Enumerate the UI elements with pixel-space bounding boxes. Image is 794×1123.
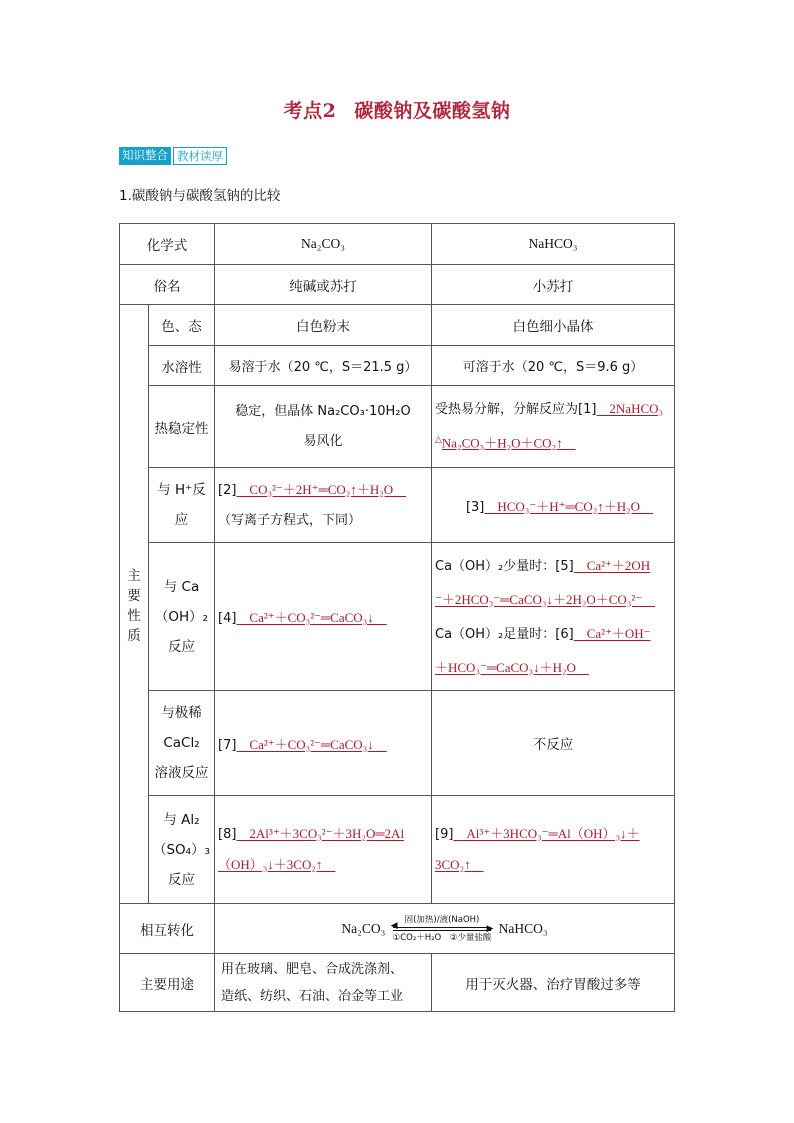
- solubility-nahco3: 可溶于水（20 ℃，S＝9.6 g）: [432, 346, 675, 386]
- section-subheading: 1.碳酸钠与碳酸氢钠的比较: [119, 188, 281, 204]
- answer-8-part1: 2Al³⁺＋3CO₃²⁻＋3H₂O═2Al: [236, 825, 405, 841]
- title-part2: 碳酸钠及碳酸氢钠: [354, 100, 511, 122]
- color-state-na2co3: 白色粉末: [215, 305, 432, 346]
- al-reaction-na2co3: [215, 796, 432, 904]
- label-caoh-line2: （OH）₂: [154, 608, 209, 625]
- label-color-state: 色、态: [149, 305, 215, 346]
- stability-na2co3: [215, 386, 432, 468]
- answer-7-number: [7]: [218, 737, 237, 753]
- label-al-reaction: [149, 796, 215, 904]
- title-part1: 考点2: [283, 100, 337, 122]
- answer-8-number: [8]: [218, 826, 237, 842]
- answer-5-part1: Ca²⁺＋2OH: [573, 557, 651, 573]
- solubility-na2co3: 易溶于水（20 ℃，S＝21.5 g）: [215, 346, 432, 386]
- row-cacl2-reaction: [120, 691, 675, 796]
- answer-9-part1: Al³⁺＋3HCO₃⁻═Al（OH）₃↓＋: [453, 825, 640, 841]
- answer-2: CO₃²⁻＋2H⁺═CO₂↑＋H₂O: [236, 481, 407, 497]
- answer-6-part1: Ca²⁺＋OH⁻: [573, 625, 651, 641]
- group-label-line2: 性质: [127, 608, 141, 644]
- label-al-line3: 反应: [168, 871, 195, 888]
- stability-nahco3-prefix: 受热易分解，分解反应为[1]: [435, 401, 597, 417]
- row-h-reaction: [120, 468, 675, 543]
- stability-nahco3: [432, 386, 675, 468]
- label-h-line2: 应: [174, 512, 189, 528]
- answer-7: Ca²⁺＋CO₃²⁻═CaCO₃↓: [236, 736, 387, 752]
- interconversion-equation: [215, 904, 675, 954]
- h-reaction-nahco3: [432, 468, 675, 543]
- row-al-reaction: [120, 796, 675, 904]
- cacl2-reaction-nahco3: 不反应: [432, 691, 675, 796]
- interconversion-arrows: [390, 914, 494, 943]
- caoh-reaction-nahco3: [432, 543, 675, 691]
- label-solubility: 水溶性: [149, 346, 215, 386]
- stability-na2co3-line1: 稳定，但晶体 Na₂CO₃·10H₂O: [235, 403, 411, 419]
- condition-top: 固(加热)/液(NaOH): [404, 914, 480, 925]
- answer-9-number: [9]: [435, 826, 454, 842]
- caoh-large-prefix: Ca（OH）₂足量时：[6]: [435, 626, 574, 642]
- row-interconversion: [120, 904, 675, 954]
- label-cacl2-reaction: [149, 691, 215, 796]
- alias-nahco3: 小苏打: [432, 265, 675, 305]
- arrow-right-icon: ▶: [393, 930, 492, 931]
- cacl2-reaction-na2co3: [215, 691, 432, 796]
- label-al-line2: （SO₄）₃: [152, 841, 211, 858]
- answer-2-number: [2]: [218, 482, 237, 498]
- label-formula: 化学式: [120, 224, 215, 265]
- formula-nahco3: NaHCO₃: [432, 224, 675, 265]
- answer-4-number: [4]: [218, 611, 237, 626]
- row-formula: [120, 224, 675, 265]
- page-title: [0, 96, 794, 123]
- label-stability: 热稳定性: [149, 386, 215, 468]
- answer-1-part2: Na₂CO₃＋H₂O＋CO₂↑: [441, 435, 576, 451]
- row-color-state: [120, 305, 675, 346]
- caoh-small-prefix: Ca（OH）₂少量时：[5]: [435, 558, 574, 574]
- group-label-properties: [120, 305, 149, 904]
- badge-knowledge: 知识整合: [119, 147, 171, 165]
- label-uses: 主要用途: [120, 954, 215, 1012]
- label-interconversion: 相互转化: [120, 904, 215, 954]
- uses-na2co3-line2: 造纸、纺织、石油、冶金等工业: [221, 988, 404, 1004]
- answer-8-part2: （OH）₃↓＋3CO₂↑: [218, 856, 336, 872]
- uses-nahco3: 用于灭火器、治疗胃酸过多等: [432, 954, 675, 1012]
- answer-9-part2: 3CO₂↑: [435, 856, 484, 872]
- row-caoh-reaction: [120, 543, 675, 691]
- interconversion-right: NaHCO₃: [498, 920, 548, 936]
- answer-3: HCO₃⁻＋H⁺═CO₂↑＋H₂O: [484, 498, 654, 514]
- heating-symbol: △: [435, 434, 442, 445]
- answer-3-number: [3]: [465, 499, 485, 515]
- answer-4: Ca²⁺＋CO₃²⁻═CaCO₃↓: [236, 610, 387, 625]
- h-reaction-na2co3: [215, 468, 432, 543]
- alias-na2co3: 纯碱或苏打: [215, 265, 432, 305]
- stability-na2co3-line2: 易风化: [303, 433, 343, 449]
- group-label-line1: 主要: [127, 568, 141, 604]
- badge-textbook: 教材读厚: [173, 147, 227, 165]
- label-caoh-line1: 与 Ca: [163, 578, 200, 595]
- caoh-reaction-na2co3: [215, 543, 432, 691]
- answer-5-part2: ⁻＋2HCO₃⁻═CaCO₃↓＋2H₂O＋CO₃²⁻: [435, 591, 656, 607]
- formula-na2co3: Na₂CO₃: [215, 224, 432, 265]
- answer-6-part2: ＋HCO₃⁻═CaCO₃↓＋H₂O: [435, 659, 589, 675]
- row-alias: [120, 265, 675, 305]
- arrow-left-icon: ◀: [393, 927, 492, 928]
- condition-bottom: ①CO₂＋H₂O ②少量盐酸: [392, 932, 492, 943]
- label-h-line1: 与 H⁺反: [157, 482, 206, 498]
- comparison-table: [119, 223, 675, 1012]
- row-solubility: [120, 346, 675, 386]
- label-caoh-reaction: [149, 543, 215, 691]
- interconversion-left: Na₂CO₃: [341, 920, 386, 936]
- al-reaction-nahco3: [432, 796, 675, 904]
- label-h-reaction: [149, 468, 215, 543]
- answer-1-part1: 2NaHCO₃: [596, 400, 664, 416]
- label-alias: 俗名: [120, 265, 215, 305]
- label-cacl2-line1: 与极稀: [161, 705, 202, 721]
- h-reaction-note: （写离子方程式，下同）: [218, 512, 362, 528]
- uses-na2co3-line1: 用在玻璃、肥皂、合成洗涤剂、: [221, 961, 404, 977]
- section-badge: [119, 147, 227, 165]
- label-cacl2-line2: CaCl₂: [163, 735, 200, 751]
- row-stability: [120, 386, 675, 468]
- label-cacl2-line3: 溶液反应: [154, 765, 209, 781]
- color-state-nahco3: 白色细小晶体: [432, 305, 675, 346]
- uses-na2co3: [215, 954, 432, 1012]
- row-uses: [120, 954, 675, 1012]
- label-al-line1: 与 Al₂: [163, 811, 200, 828]
- label-caoh-line3: 反应: [168, 638, 195, 655]
